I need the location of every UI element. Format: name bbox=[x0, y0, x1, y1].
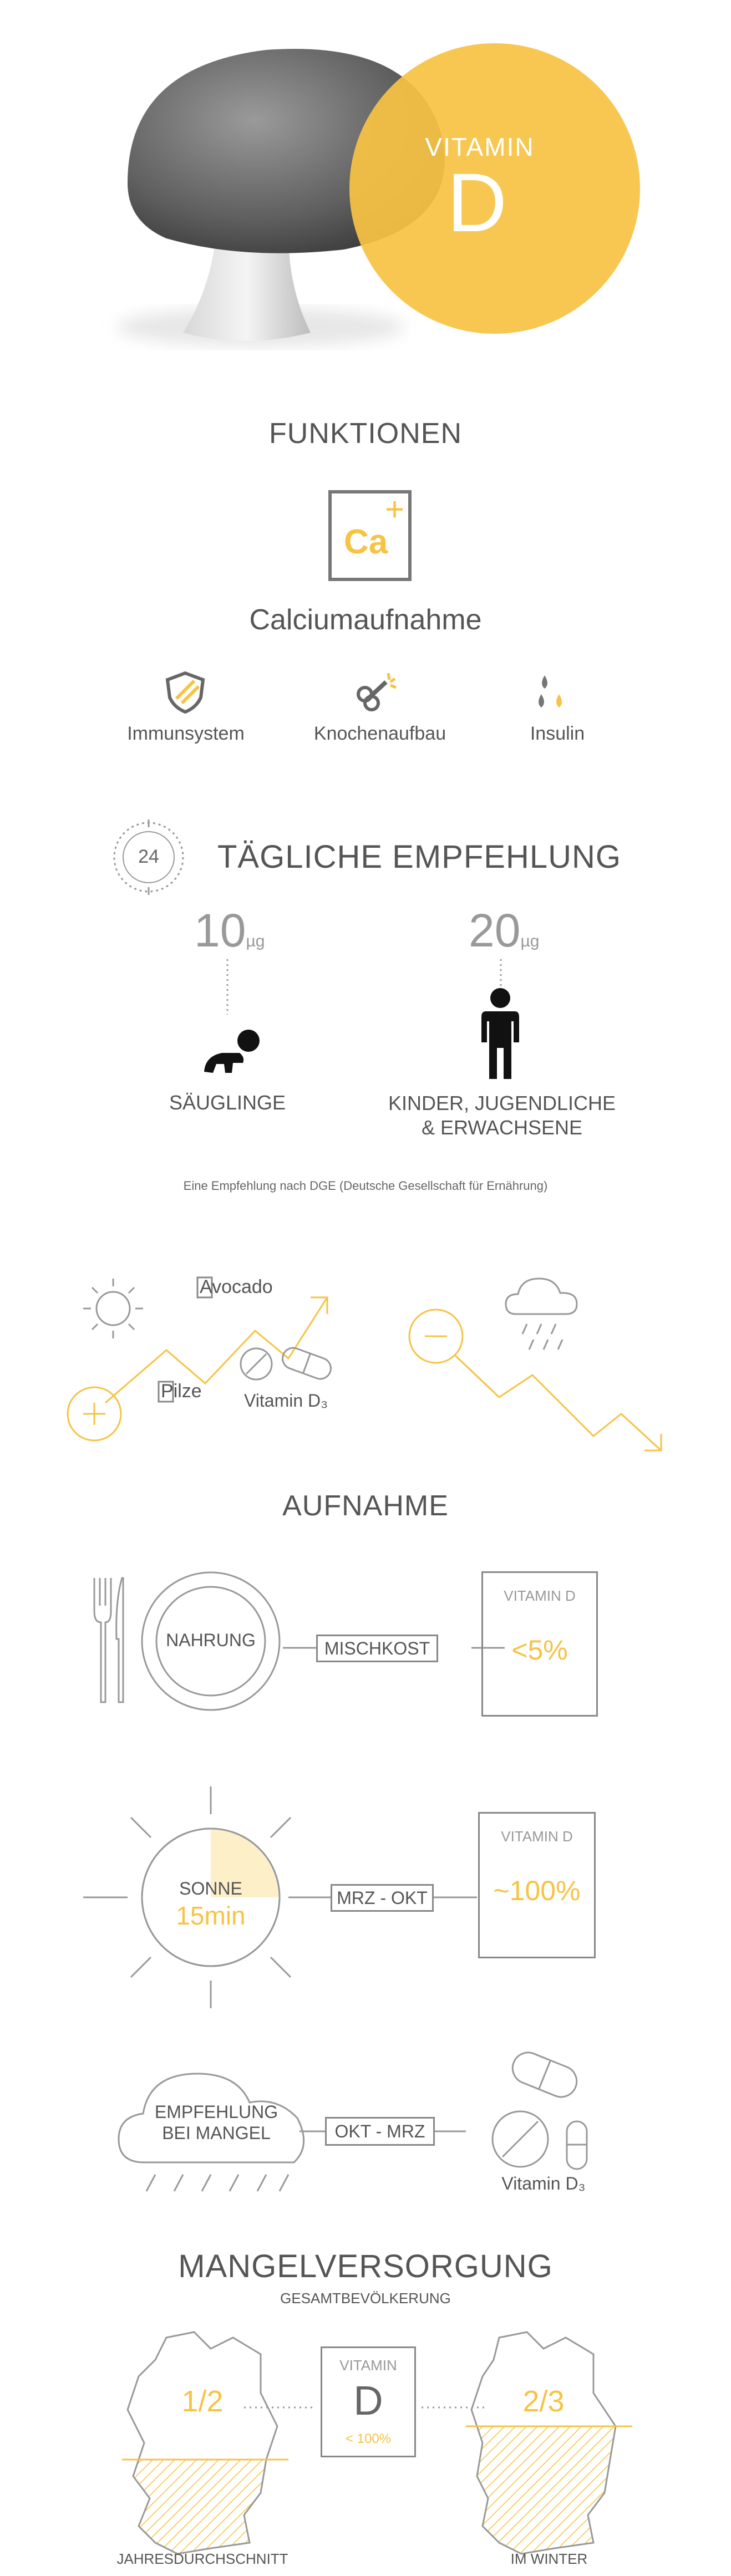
function-label-insulin: Insulin bbox=[530, 723, 585, 744]
mangel-subtitle: GESAMTBEVÖLKERUNG bbox=[280, 2290, 451, 2307]
mangel-right-value: 2/3 bbox=[522, 2385, 565, 2418]
aufnahme-title: AUFNAHME bbox=[282, 1490, 449, 1522]
function-label-immunsystem: Immunsystem bbox=[127, 723, 245, 744]
source-avocado-initial: A bbox=[200, 1276, 212, 1297]
sun-icon bbox=[83, 1279, 143, 1338]
pill-label-vitamin-d3: Vitamin D₃ bbox=[501, 2173, 586, 2193]
map-left bbox=[122, 2332, 288, 2570]
drops-icon bbox=[534, 672, 572, 711]
calcium-plus: + bbox=[385, 491, 405, 528]
connector-label-mrz-okt: MRZ - OKT bbox=[331, 1884, 434, 1912]
baby-icon bbox=[200, 1029, 266, 1078]
dotted-connectors bbox=[0, 959, 731, 1026]
amount-value: 20 bbox=[469, 904, 521, 956]
group-label-line1: KINDER, JUGENDLICHE bbox=[388, 1092, 616, 1114]
empfehlung-title: TÄGLICHE EMPFEHLUNG bbox=[217, 839, 621, 875]
source-vitamin-d3: Vitamin D₃ bbox=[244, 1391, 328, 1411]
group-label-erwachsene bbox=[366, 1091, 638, 1140]
mushroom-image bbox=[0, 0, 731, 388]
pills-large-icon bbox=[483, 2051, 605, 2185]
group-label-line2: & ERWACHSENE bbox=[421, 1116, 583, 1139]
amount-value: 10 bbox=[194, 904, 246, 956]
source-pilze bbox=[161, 1381, 202, 1402]
card-title: VITAMIN D bbox=[501, 1828, 573, 1845]
source-avocado-rest: vocado bbox=[212, 1276, 273, 1297]
hero-vitamin-letter: D bbox=[446, 156, 507, 249]
amount-saeuglinge bbox=[194, 904, 265, 958]
circle-label-sonne: SONNE bbox=[179, 1878, 242, 1898]
cutlery-icon bbox=[89, 1578, 128, 1706]
mangel-right-label: IM WINTER bbox=[510, 2550, 588, 2567]
person-icon bbox=[478, 987, 522, 1081]
cloud-label-line1: EMPFEHLUNG bbox=[154, 2102, 278, 2122]
calcium-icon bbox=[328, 490, 412, 581]
card-row1 bbox=[481, 1571, 598, 1717]
function-label-knochenaufbau: Knochenaufbau bbox=[313, 723, 446, 744]
card-value: ~100% bbox=[493, 1875, 581, 1906]
group-label-saeuglinge: SÄUGLINGE bbox=[169, 1091, 286, 1114]
amount-unit: µg bbox=[246, 932, 265, 950]
map-right bbox=[466, 2332, 632, 2570]
source-pilze-initial: P bbox=[161, 1381, 174, 1402]
bone-icon bbox=[355, 669, 405, 713]
rain-cloud-icon bbox=[506, 1279, 577, 1350]
connector-label-okt-mrz: OKT - MRZ bbox=[325, 2117, 435, 2146]
cloud-label bbox=[133, 2101, 299, 2144]
cloud-label-line2: BEI MANGEL bbox=[162, 2123, 271, 2143]
mangel-title: MANGELVERSORGUNG bbox=[178, 2248, 553, 2284]
trend-graphic bbox=[0, 1253, 731, 1464]
center-card-title: VITAMIN bbox=[339, 2357, 397, 2374]
clock-number: 24 bbox=[138, 846, 159, 867]
source-pilze-rest: ilze bbox=[173, 1381, 202, 1402]
mangel-left-value: 1/2 bbox=[181, 2385, 224, 2418]
circle-label-nahrung: NAHRUNG bbox=[166, 1630, 256, 1650]
connector-label-mischkost: MISCHKOST bbox=[316, 1635, 438, 1662]
shield-icon bbox=[163, 670, 207, 714]
amount-unit: µg bbox=[520, 932, 540, 950]
hero bbox=[0, 0, 731, 388]
card-row2 bbox=[478, 1812, 596, 1958]
card-title: VITAMIN D bbox=[504, 1587, 576, 1604]
empfehlung-footnote: Eine Empfehlung nach DGE (Deutsche Gesellschaft für Ernährung) bbox=[183, 1179, 548, 1193]
source-avocado bbox=[200, 1276, 273, 1298]
hero-vitamin-word: VITAMIN bbox=[425, 133, 535, 161]
circle-sub-sonne: 15min bbox=[176, 1901, 246, 1930]
mangel-left-label: JAHRESDURCHSCHNITT bbox=[116, 2550, 288, 2567]
mangel-center-card bbox=[321, 2346, 416, 2457]
center-card-letter: D bbox=[353, 2378, 383, 2424]
pill-icons bbox=[241, 1345, 334, 1382]
calcium-label: Calciumaufnahme bbox=[249, 604, 482, 636]
calcium-symbol: Ca bbox=[344, 523, 388, 561]
funktionen-title: FUNKTIONEN bbox=[269, 418, 462, 450]
amount-erwachsene bbox=[469, 904, 539, 958]
center-card-note: < 100% bbox=[345, 2431, 392, 2446]
card-value: <5% bbox=[511, 1635, 568, 1666]
